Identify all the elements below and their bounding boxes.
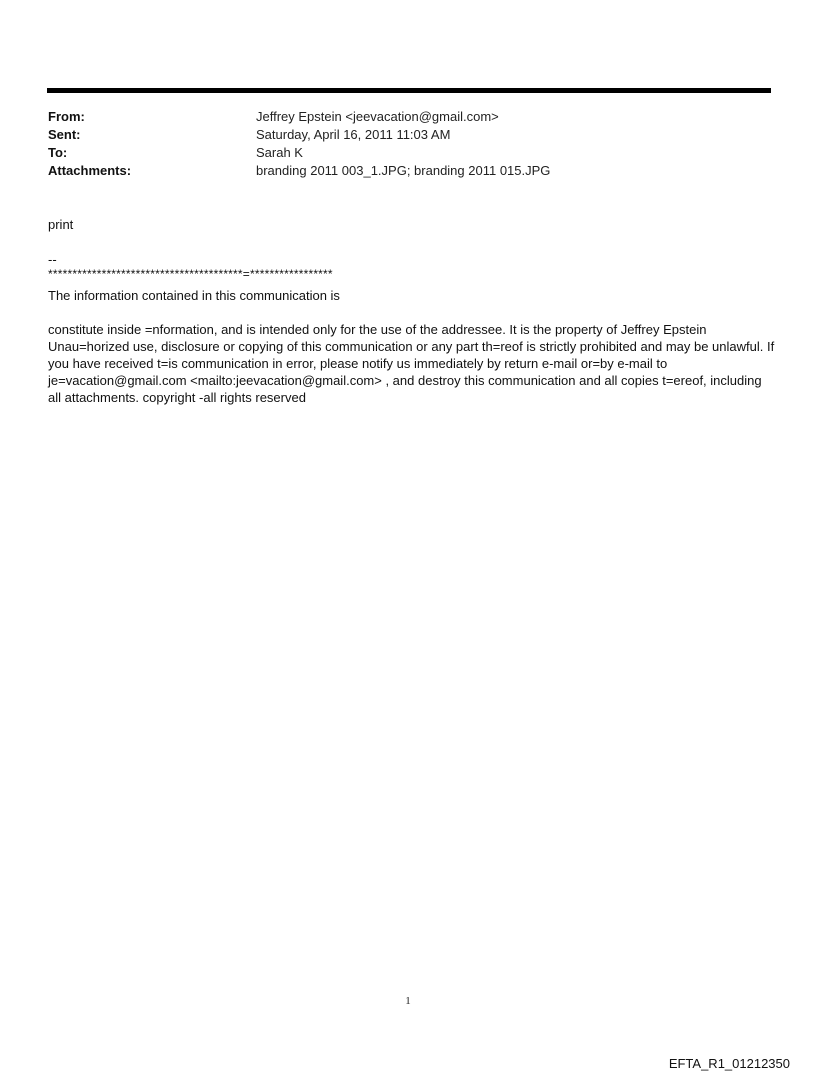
- from-label: From:: [48, 108, 85, 124]
- sent-value: Saturday, April 16, 2011 11:03 AM: [256, 126, 451, 142]
- message-body: print: [48, 217, 74, 232]
- email-header: [48, 107, 768, 179]
- to-label: To:: [48, 144, 68, 160]
- attachments-label: Attachments:: [48, 162, 132, 178]
- to-value: Sarah K: [256, 144, 303, 160]
- attachments-row: [48, 161, 768, 179]
- confidentiality-disclaimer: constitute inside =nformation, and is intended only for the use of the addressee. It is the property of Jeffrey Epstein Unau=horized use, disclosure or copying of this communication or any part th=reof is strictly prohibited and may be unlawful. If you have received t=is communication in error, please notify us immediately by return e-mail or=by e-mail to je=vacation@gmail.com <mailto:jeevacation@gmail.com> , and destroy this communication and all copies t=ereof, including all attachments. copyright -all rights reserved: [48, 322, 775, 405]
- sent-row: [48, 125, 768, 143]
- to-row: [48, 143, 768, 161]
- attachments-value: branding 2011 003_1.JPG; branding 2011 015.JPG: [256, 162, 551, 178]
- sent-label: Sent:: [48, 126, 81, 142]
- page-number: 1: [405, 995, 411, 1007]
- confidentiality-intro: The information contained in this communication is: [48, 288, 340, 303]
- from-value: Jeffrey Epstein <jeevacation@gmail.com>: [256, 108, 499, 124]
- bates-number: EFTA_R1_01212350: [668, 1056, 790, 1071]
- header-divider: [47, 88, 771, 93]
- signature-stars: ****************************************=*****************: [48, 267, 333, 281]
- signature-separator: --: [48, 252, 57, 267]
- from-row: [48, 107, 768, 125]
